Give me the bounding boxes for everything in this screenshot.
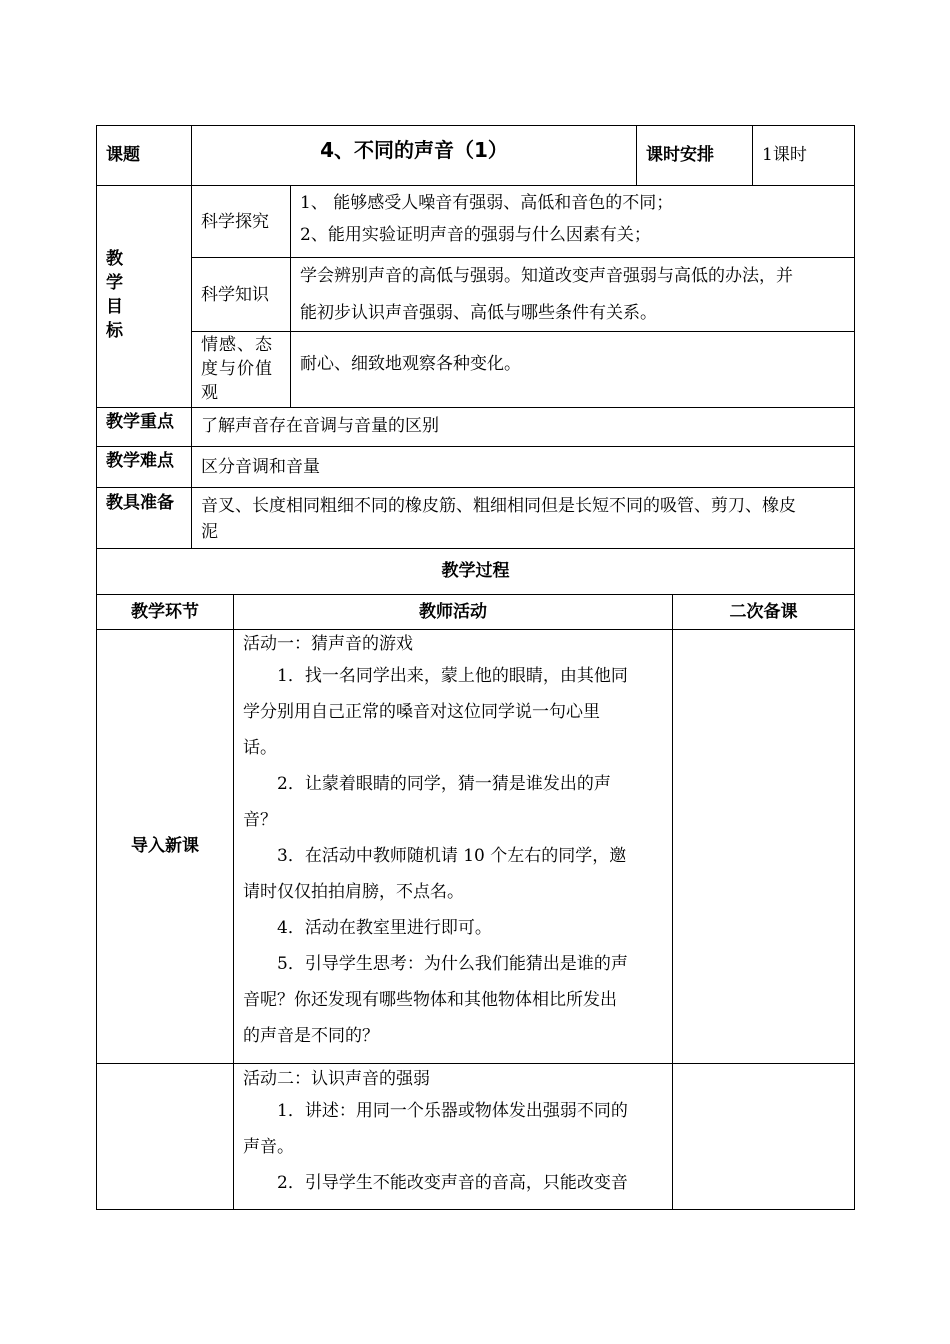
column-header-teacher: 教师活动 [419,602,487,622]
inquiry-label: 科学探究 [201,212,269,232]
activity-line: 1．讲述：用同一个乐器或物体发出强弱不同的 [243,1101,628,1121]
materials-label: 教具准备 [106,493,174,513]
teacher-activity-1 [243,630,628,1054]
activity-line: 活动二：认识声音的强弱 [243,1069,430,1089]
activity-line: 5．引导学生思考：为什么我们能猜出是谁的声 [243,954,628,974]
activity-line: 音呢？你还发现有哪些物体和其他物体相比所发出 [243,990,617,1010]
activity-line: 2．引导学生不能改变声音的音高，只能改变音 [243,1173,628,1193]
topic-label: 课题 [106,145,140,165]
column-header-revision: 二次备课 [729,602,798,622]
inquiry-text: 1、 能够感受人噪音有强弱、高低和音色的不同； 2、能用实验证明声音的强弱与什么因素有关； [300,193,674,245]
materials-text: 音叉、长度相同粗细不同的橡皮筋、粗细相同但是长短不同的吸管、剪刀、橡皮 泥 [201,496,796,542]
activity-line: 3．在活动中教师随机请 10 个左右的同学，邀 [243,846,627,866]
activity-line: 1．找一名同学出来，蒙上他的眼睛，由其他同 [243,666,628,686]
hours-value: 1课时 [762,145,807,165]
activity-line: 2．让蒙着眼睛的同学，猜一猜是谁发出的声 [243,774,611,794]
column-header-stage: 教学环节 [131,602,199,622]
activity-line: 学分别用自己正常的嗓音对这位同学说一句心里 [243,702,600,722]
process-title: 教学过程 [441,561,510,581]
attitude-label: 情感、态 度与价值 观 [201,335,273,403]
knowledge-text: 学会辨别声音的高低与强弱。知道改变声音强弱与高低的办法，并 能初步认识声音强弱、高低与哪些条件有关系。 [300,266,793,323]
lesson-title: 4、不同的声音（1） [320,138,508,162]
activity-line: 活动一：猜声音的游戏 [243,634,413,654]
key-point-text: 了解声音存在音调与音量的区别 [201,416,439,436]
key-point-label: 教学重点 [106,412,174,432]
activity-line: 声音。 [243,1137,294,1157]
activity-line: 的声音是不同的？ [243,1026,379,1046]
attitude-text: 耐心、细致地观察各种变化。 [300,354,521,374]
activity-line: 音？ [243,810,277,830]
knowledge-label: 科学知识 [201,285,269,305]
activity-line: 4．活动在教室里进行即可。 [243,918,492,938]
difficulty-label: 教学难点 [106,451,174,471]
objectives-label: 教 学 目 标 [106,249,123,341]
activity-line: 话。 [243,738,277,758]
activity-line: 请时仅仅拍拍肩膀，不点名。 [243,882,464,902]
difficulty-text: 区分音调和音量 [201,457,320,477]
stage-label: 导入新课 [131,836,199,856]
hours-label: 课时安排 [646,145,714,165]
teacher-activity-2 [243,1065,628,1201]
